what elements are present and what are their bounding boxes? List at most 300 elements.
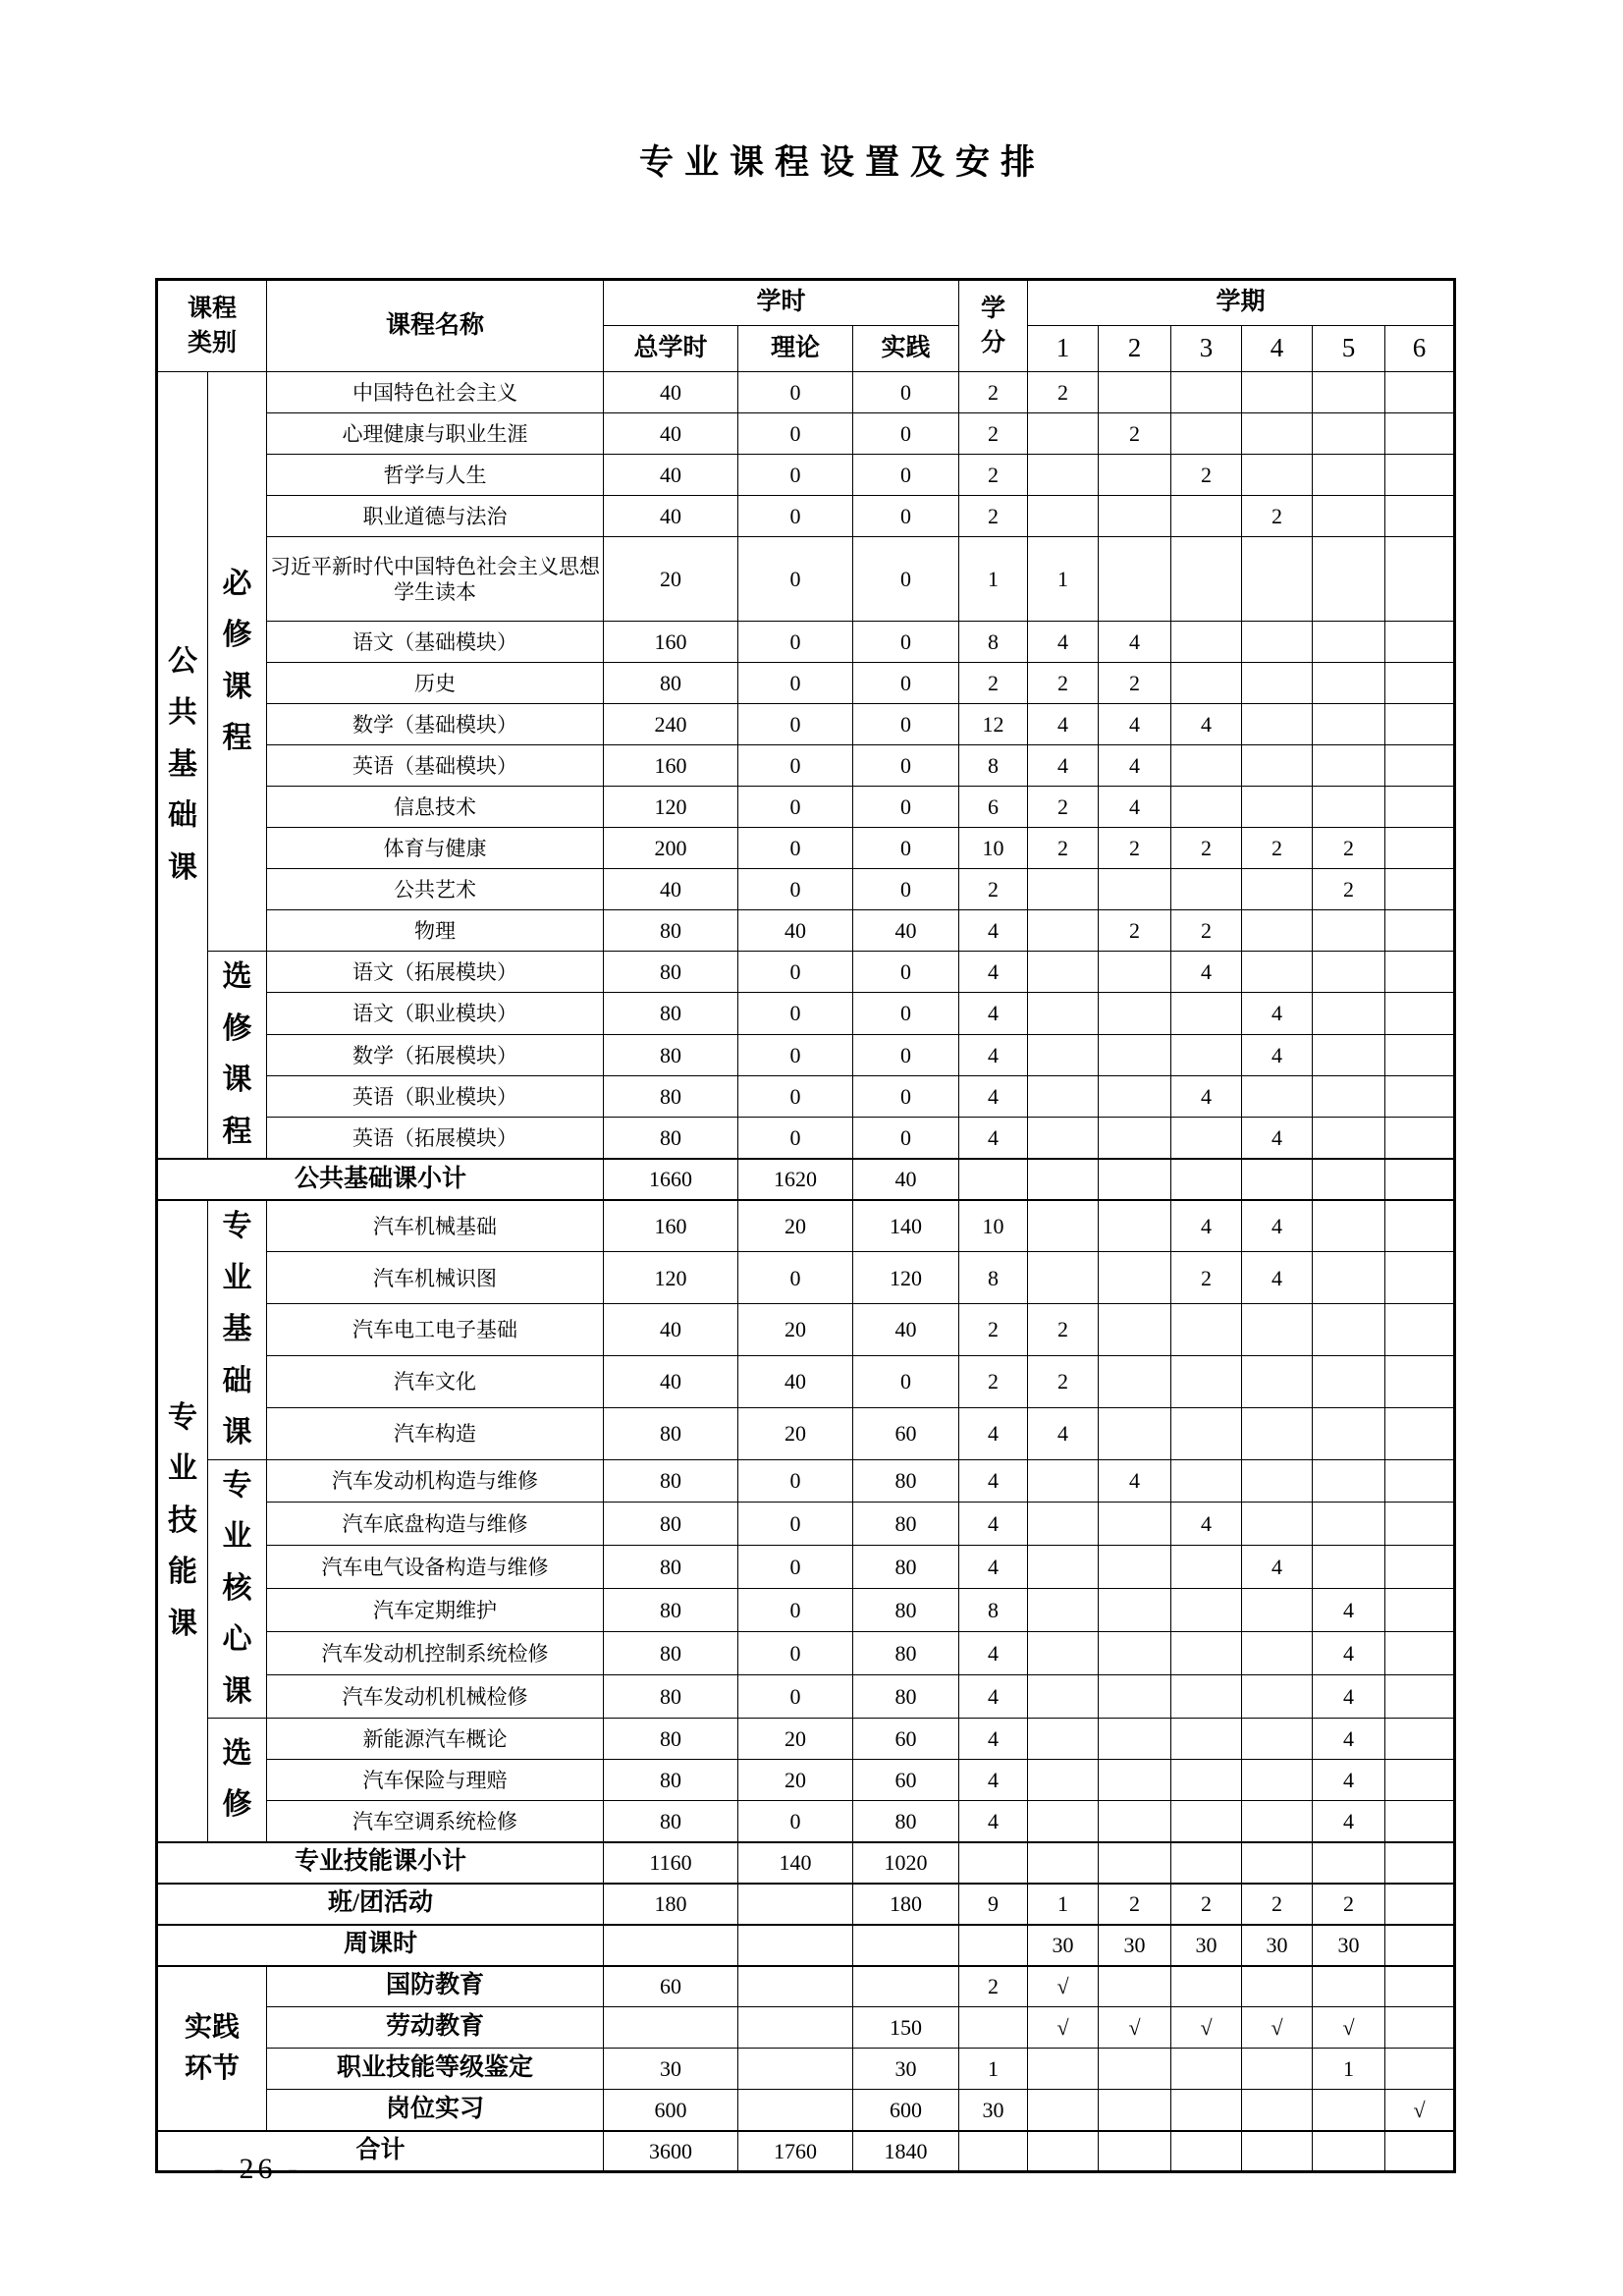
value-cell [1099,1925,1171,1966]
value-cell [1171,1801,1242,1842]
value-cell [738,1304,853,1356]
value-cell [959,1459,1028,1503]
column-header-cell [604,280,959,326]
value-cell [604,1252,738,1304]
cell-text: 2 [1201,1890,1213,1916]
value-cell [604,910,738,952]
cell-text: 2 [1129,917,1141,943]
cell-text: 1620 [774,1167,817,1192]
cell-text: 汽车定期维护 [373,1599,497,1623]
value-cell [853,1719,959,1760]
table-row [157,1252,1455,1304]
cell-text: 汽车空调系统检修 [352,1809,517,1833]
cell-text: 1660 [649,1167,692,1192]
column-header-cell [1028,280,1455,326]
table-row [157,1407,1455,1459]
cell-text: 0 [789,1265,801,1290]
cell-text: 40 [660,420,681,446]
value-cell [1028,1884,1099,1925]
value-cell [604,2131,738,2172]
cell-text: 历史 [414,671,456,695]
value-cell [959,1355,1028,1407]
category-label-cell [208,372,267,952]
value-cell [1313,1503,1385,1546]
cell-text: 80 [660,1808,681,1833]
value-cell [853,1118,959,1159]
value-cell [604,1719,738,1760]
value-cell [1171,537,1242,622]
cell-text: 2 [1201,1265,1213,1290]
cell-text: √ [1271,2014,1283,2040]
value-cell [1028,413,1099,455]
cell-text: 180 [890,1890,923,1916]
cell-text: 1160 [649,1849,692,1875]
cell-text: 汽车发动机控制系统检修 [321,1641,549,1666]
table-row [157,1589,1455,1632]
value-cell [1099,663,1171,704]
value-cell [1313,910,1385,952]
value-cell [1242,455,1313,496]
cell-text: 2 [1129,670,1141,695]
value-cell [604,745,738,787]
value-cell [959,1407,1028,1459]
cell-text: 实践 [881,334,931,361]
cell-text: 汽车底盘构造与维修 [342,1512,528,1537]
course-name-cell [267,910,604,952]
value-cell [1028,1459,1099,1503]
value-cell [1242,1407,1313,1459]
value-cell [1313,1075,1385,1117]
value-cell [1242,1546,1313,1589]
cell-text: 0 [900,1083,912,1109]
cell-text: 120 [890,1265,923,1290]
table-row [157,1675,1455,1719]
value-cell [1028,455,1099,496]
value-cell [738,1075,853,1117]
cell-text: 4 [1201,1083,1213,1109]
value-cell [1385,2090,1455,2131]
value-cell [959,1675,1028,1719]
cell-text: 职业道德与法治 [362,504,508,528]
value-cell [1313,1675,1385,1719]
row-label-cell [267,2049,604,2090]
cell-text: 0 [900,1124,912,1150]
cell-text: 2 [988,420,1000,446]
value-cell [604,372,738,413]
cell-text: 180 [654,1890,687,1916]
course-name-cell [267,413,604,455]
value-cell [1099,1118,1171,1159]
course-name-cell [267,704,604,745]
cell-text: 30 [1195,1932,1217,1957]
value-cell [1171,1159,1242,1200]
cell-text: 学时 [756,289,806,316]
value-cell [1242,537,1313,622]
value-cell [604,1159,738,1200]
value-cell [1242,1801,1313,1842]
cell-text: 4 [1343,1640,1355,1666]
cell-text: 9 [988,1890,1000,1916]
table-row [157,704,1455,745]
column-header-cell [157,280,267,372]
cell-text: 40 [660,462,681,487]
course-name-cell [267,869,604,910]
cell-text: 0 [900,503,912,528]
course-name-cell [267,1355,604,1407]
value-cell [604,828,738,869]
value-cell [1099,537,1171,622]
cell-text: 4 [1057,1420,1069,1446]
value-cell [1242,1966,1313,2007]
value-cell [1242,1159,1313,1200]
value-cell [1099,2007,1171,2049]
cell-text: 80 [660,1683,681,1709]
cell-text: 汽车电工电子基础 [352,1318,517,1342]
cell-text: 0 [789,835,801,860]
value-cell [1028,1159,1099,1200]
cell-text: 心理健康与职业生涯 [342,421,528,446]
cell-text: 4 [1057,629,1069,654]
column-header-cell [853,326,959,372]
value-cell [853,2007,959,2049]
table-row [157,1159,1455,1200]
value-cell [1028,1407,1099,1459]
value-cell [1242,1355,1313,1407]
value-cell [1099,622,1171,663]
value-cell [1099,2131,1171,2172]
cell-text: 2 [1057,1369,1069,1394]
value-cell [1313,1034,1385,1075]
value-cell [1171,1503,1242,1546]
value-cell [1385,1200,1455,1252]
value-cell [738,372,853,413]
value-cell [1171,2049,1242,2090]
value-cell [1171,1675,1242,1719]
table-row [157,993,1455,1034]
semester-header-cell [1171,326,1242,372]
value-cell [738,413,853,455]
value-cell [959,993,1028,1034]
value-cell [1313,537,1385,622]
cell-text: 20 [784,1317,806,1342]
table-row [157,828,1455,869]
cell-text: 80 [660,1511,681,1537]
value-cell [738,1925,853,1966]
course-name-cell [267,1675,604,1719]
cell-text: 80 [660,1640,681,1666]
value-cell [959,704,1028,745]
value-cell [853,1200,959,1252]
course-name-cell [267,1503,604,1546]
cell-text: 1 [1057,566,1069,591]
value-cell [959,663,1028,704]
value-cell [1313,869,1385,910]
value-cell [1171,622,1242,663]
value-cell [959,1966,1028,2007]
value-cell [738,869,853,910]
cell-text: 选修 [222,1736,252,1822]
cell-text: 0 [900,711,912,737]
table-row [157,455,1455,496]
value-cell [1171,1304,1242,1356]
table-row [157,1884,1455,1925]
value-cell [853,537,959,622]
value-cell [959,1546,1028,1589]
value-cell [1385,745,1455,787]
value-cell [1242,413,1313,455]
value-cell [1242,704,1313,745]
cell-text: 4 [1343,1808,1355,1833]
value-cell [738,1459,853,1503]
cell-text: 2 [1271,835,1283,860]
course-name-cell [267,1034,604,1075]
value-cell [1385,1407,1455,1459]
value-cell [738,663,853,704]
value-cell [1385,828,1455,869]
cell-text: 6 [1412,333,1427,363]
value-cell [738,1632,853,1675]
cell-text: 20 [784,1214,806,1238]
value-cell [1385,2007,1455,2049]
cell-text: 4 [988,1001,1000,1026]
value-cell [1171,1760,1242,1801]
course-name-cell [267,1459,604,1503]
cell-text: 0 [789,1083,801,1109]
value-cell [853,1925,959,1966]
cell-text: 汽车保险与理赔 [362,1768,508,1792]
cell-text: 4 [988,1468,1000,1494]
value-cell [959,372,1028,413]
cell-text: 8 [988,1265,1000,1290]
table-row [157,280,1455,326]
cell-text: 80 [660,670,681,695]
value-cell [1242,869,1313,910]
value-cell [738,1760,853,1801]
value-cell [1099,1719,1171,1760]
value-cell [1313,2049,1385,2090]
value-cell [1099,1632,1171,1675]
table-row [157,1118,1455,1159]
cell-text: 0 [789,1042,801,1067]
cell-text: 0 [789,711,801,737]
value-cell [604,1589,738,1632]
value-cell [1171,1842,1242,1884]
value-cell [959,2049,1028,2090]
cell-text: 学分 [981,296,1006,356]
cell-text: 40 [894,917,917,943]
value-cell [853,1159,959,1200]
table-row [157,663,1455,704]
value-cell [738,952,853,993]
course-name-cell [267,1252,604,1304]
table-row [157,910,1455,952]
semester-header-cell [1385,326,1455,372]
value-cell [1171,1546,1242,1589]
value-cell [1028,1760,1099,1801]
value-cell [1171,993,1242,1034]
cell-text: 80 [660,1468,681,1494]
cell-text: 8 [988,1598,1000,1623]
value-cell [1385,1632,1455,1675]
value-cell [1099,1842,1171,1884]
value-cell [1028,1304,1099,1356]
value-cell [1313,1304,1385,1356]
value-cell [1171,455,1242,496]
cell-text: 80 [894,1683,917,1709]
value-cell [1171,1075,1242,1117]
value-cell [1171,1589,1242,1632]
course-name-cell [267,1075,604,1117]
value-cell [959,537,1028,622]
value-cell [738,1252,853,1304]
table-row [157,1304,1455,1356]
cell-text: 2 [988,1317,1000,1342]
value-cell [1242,1842,1313,1884]
value-cell [738,1675,853,1719]
value-cell [738,622,853,663]
cell-text: 0 [900,566,912,591]
cell-text: 0 [900,1001,912,1026]
value-cell [738,704,853,745]
value-cell [1242,1925,1313,1966]
value-cell [604,952,738,993]
value-cell [1099,1034,1171,1075]
category-label-cell [157,1200,208,1842]
cell-text: 0 [789,1598,801,1623]
value-cell [853,1407,959,1459]
value-cell [1313,1925,1385,1966]
value-cell [1242,2007,1313,2049]
value-cell [1242,2090,1313,2131]
value-cell [738,455,853,496]
cell-text: 0 [900,1369,912,1394]
value-cell [604,1407,738,1459]
cell-text: 40 [660,1369,681,1394]
value-cell [1099,869,1171,910]
value-cell [1313,1459,1385,1503]
value-cell [1028,1355,1099,1407]
value-cell [1099,1355,1171,1407]
cell-text: 学期 [1216,289,1266,316]
cell-text: 汽车电气设备构造与维修 [321,1556,549,1580]
cell-text: 150 [890,2014,923,2040]
cell-text: 公共艺术 [394,877,476,902]
value-cell [1242,663,1313,704]
cell-text: 2 [1057,379,1069,405]
table-row [157,787,1455,828]
value-cell [738,1407,853,1459]
value-cell [1385,1719,1455,1760]
value-cell [959,2131,1028,2172]
table-row [157,745,1455,787]
value-cell [1099,1459,1171,1503]
value-cell [853,2090,959,2131]
cell-text: 20 [784,1420,806,1446]
value-cell [1313,372,1385,413]
value-cell [1028,2090,1099,2131]
value-cell [1028,663,1099,704]
value-cell [604,1075,738,1117]
value-cell [1313,828,1385,869]
value-cell [604,1842,738,1884]
value-cell [853,1355,959,1407]
cell-text: 0 [789,420,801,446]
table-row [157,1459,1455,1503]
cell-text: 2 [1343,876,1355,902]
cell-text: 160 [654,752,687,778]
value-cell [853,496,959,537]
value-cell [1099,1159,1171,1200]
cell-text: 140 [779,1849,812,1875]
cell-text: 3 [1199,333,1214,363]
cell-text: 30 [1337,1932,1360,1957]
course-name-cell [267,745,604,787]
value-cell [1242,1632,1313,1675]
value-cell [1385,1459,1455,1503]
value-cell [1313,745,1385,787]
cell-text: 4 [1271,1124,1283,1150]
cell-text: 2 [1127,333,1142,363]
value-cell [1099,1675,1171,1719]
cell-text: 60 [894,1767,917,1792]
table-row [157,1200,1455,1252]
value-cell [1099,828,1171,869]
value-cell [1171,787,1242,828]
value-cell [738,1966,853,2007]
cell-text: 30 [660,2055,681,2081]
value-cell [604,1801,738,1842]
row-label-cell [157,1159,604,1200]
cell-text: 0 [789,503,801,528]
value-cell [604,663,738,704]
course-name-cell [267,952,604,993]
table-row [157,413,1455,455]
value-cell [604,2007,738,2049]
value-cell [1385,455,1455,496]
cell-text: 80 [660,917,681,943]
value-cell [1385,1801,1455,1842]
cell-text: 2 [1057,670,1069,695]
course-name-cell [267,828,604,869]
cell-text: 120 [654,793,687,819]
cell-text: 习近平新时代中国特色社会主义思想学生读本 [270,555,600,604]
cell-text: 8 [988,752,1000,778]
value-cell [1099,1075,1171,1117]
cell-text: 必修课程 [222,567,252,754]
value-cell [1385,1925,1455,1966]
cell-text: 160 [654,629,687,654]
value-cell [738,993,853,1034]
cell-text: 4 [988,1683,1000,1709]
cell-text: 中国特色社会主义 [352,380,517,405]
cell-text: 10 [982,1214,1004,1238]
value-cell [1028,1075,1099,1117]
value-cell [853,1546,959,1589]
cell-text: 80 [660,1598,681,1623]
value-cell [1385,413,1455,455]
cell-text: 4 [988,959,1000,984]
value-cell [853,1459,959,1503]
value-cell [853,1034,959,1075]
value-cell [1242,952,1313,993]
value-cell [604,1884,738,1925]
value-cell [1385,1355,1455,1407]
course-name-cell [267,1118,604,1159]
value-cell [1171,1632,1242,1675]
cell-text: 4 [988,1124,1000,1150]
course-schedule-table [155,278,1456,2173]
cell-text: 40 [660,503,681,528]
